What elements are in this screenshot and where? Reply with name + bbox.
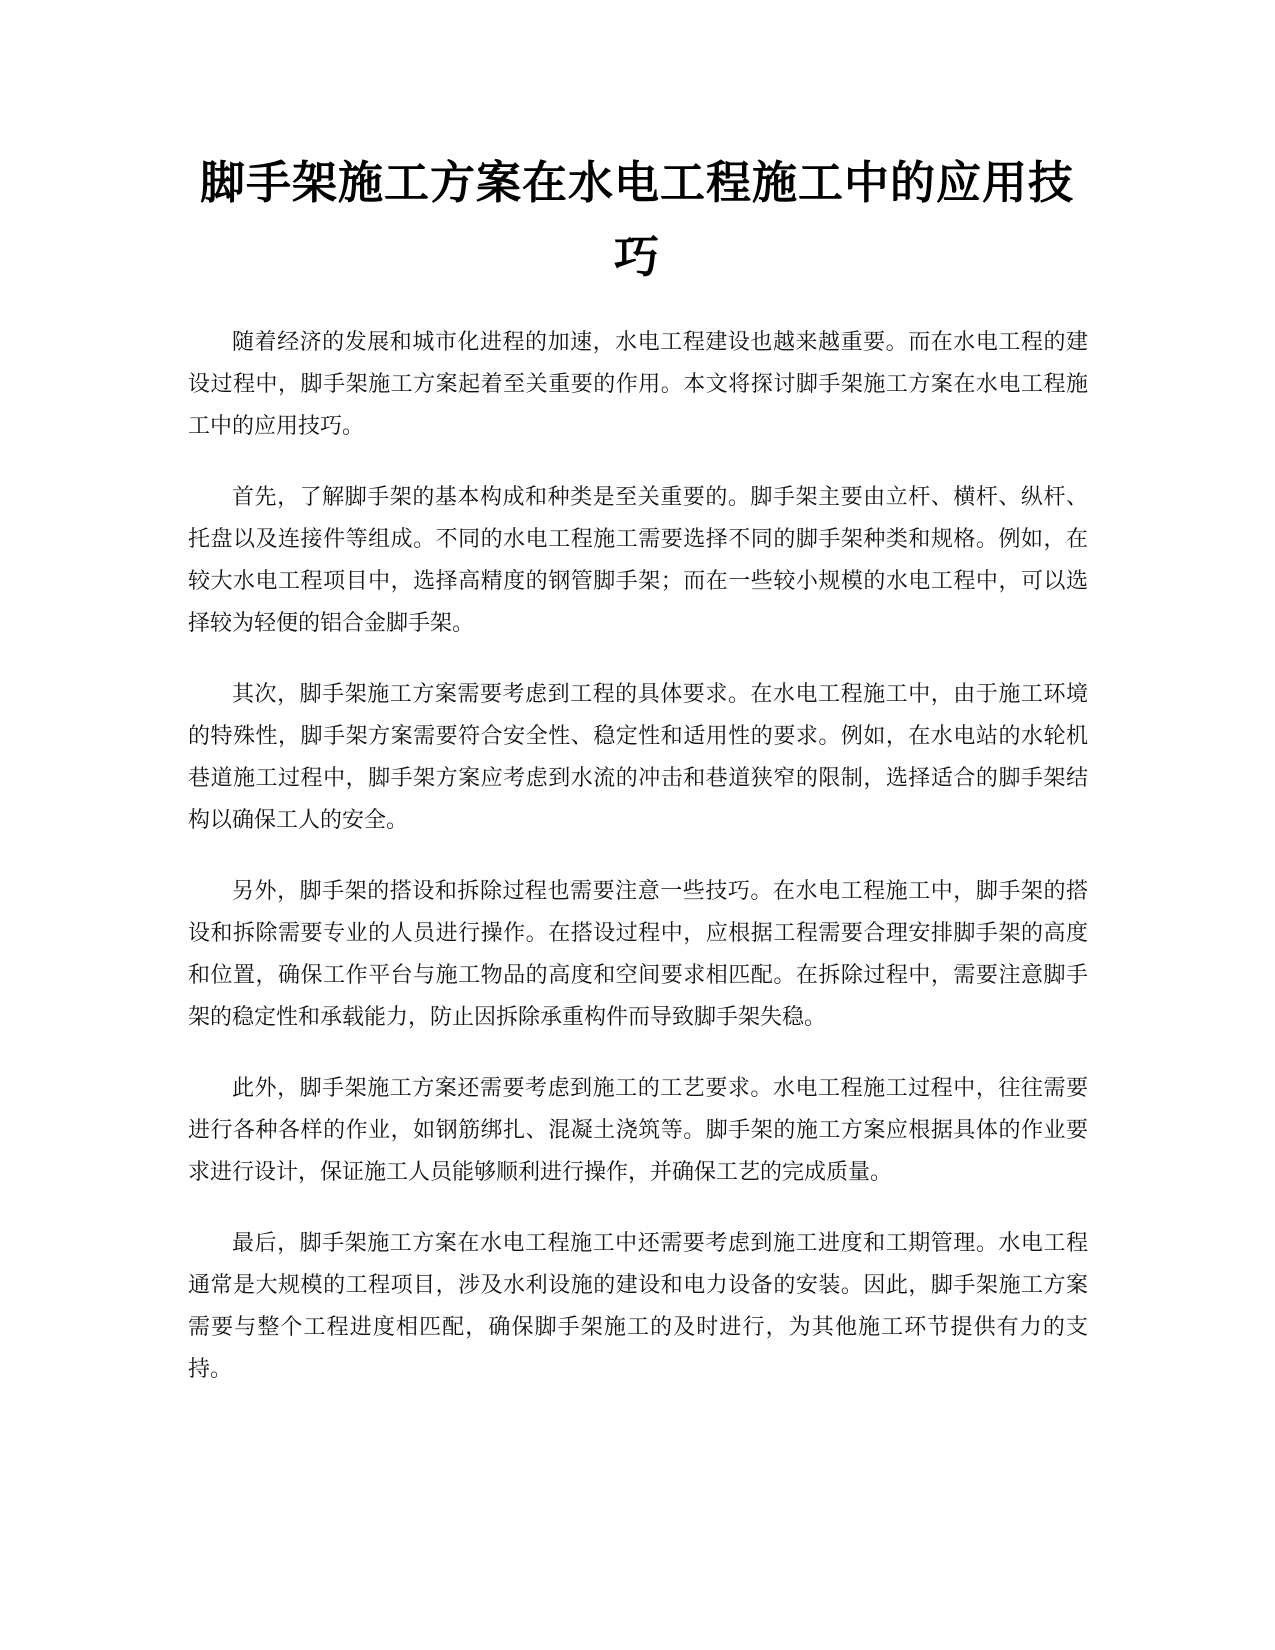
paragraph-composition: 首先，了解脚手架的基本构成和种类是至关重要的。脚手架主要由立杆、横杆、纵杆、托盘以及连接件等组成。不同的水电工程施工需要选择不同的脚手架种类和规格。例如，在较大水电工程项目中，选择高精度的钢管脚手架；而在一些较小规模的水电工程中，可以选择较为轻便的铝合金脚手架。 xyxy=(188,485,1088,636)
document-title: 脚手架施工方案在水电工程施工中的应用技巧 xyxy=(199,156,1074,283)
paragraph-process: 此外，脚手架施工方案还需要考虑到施工的工艺要求。水电工程施工过程中，往往需要进行各种各样的作业，如钢筋绑扎、混凝土浇筑等。脚手架的施工方案应根据具体的作业要求进行设计，保证施工人员能够顺利进行操作，并确保工艺的完成质量。 xyxy=(188,1076,1088,1185)
document-body xyxy=(188,322,1088,1420)
paragraph-requirements: 其次，脚手架施工方案需要考虑到工程的具体要求。在水电工程施工中，由于施工环境的特殊性，脚手架方案需要符合安全性、稳定性和适用性的要求。例如，在水电站的水轮机巷道施工过程中，脚手架方案应考虑到水流的冲击和巷道狭窄的限制，选择适合的脚手架结构以确保工人的安全。 xyxy=(188,682,1088,833)
paragraph-erection-removal: 另外，脚手架的搭设和拆除过程也需要注意一些技巧。在水电工程施工中，脚手架的搭设和拆除需要专业的人员进行操作。在搭设过程中，应根据工程需要合理安排脚手架的高度和位置，确保工作平台与施工物品的高度和空间要求相匹配。在拆除过程中，需要注意脚手架的稳定性和承载能力，防止因拆除承重构件而导致脚手架失稳。 xyxy=(188,879,1088,1030)
paragraph-schedule: 最后，脚手架施工方案在水电工程施工中还需要考虑到施工进度和工期管理。水电工程通常是大规模的工程项目，涉及水利设施的建设和电力设备的安装。因此，脚手架施工方案需要与整个工程进度相匹配，确保脚手架施工的及时进行，为其他施工环节提供有力的支持。 xyxy=(188,1231,1088,1382)
paragraph-intro: 随着经济的发展和城市化进程的加速，水电工程建设也越来越重要。而在水电工程的建设过程中，脚手架施工方案起着至关重要的作用。本文将探讨脚手架施工方案在水电工程施工中的应用技巧。 xyxy=(188,330,1088,439)
